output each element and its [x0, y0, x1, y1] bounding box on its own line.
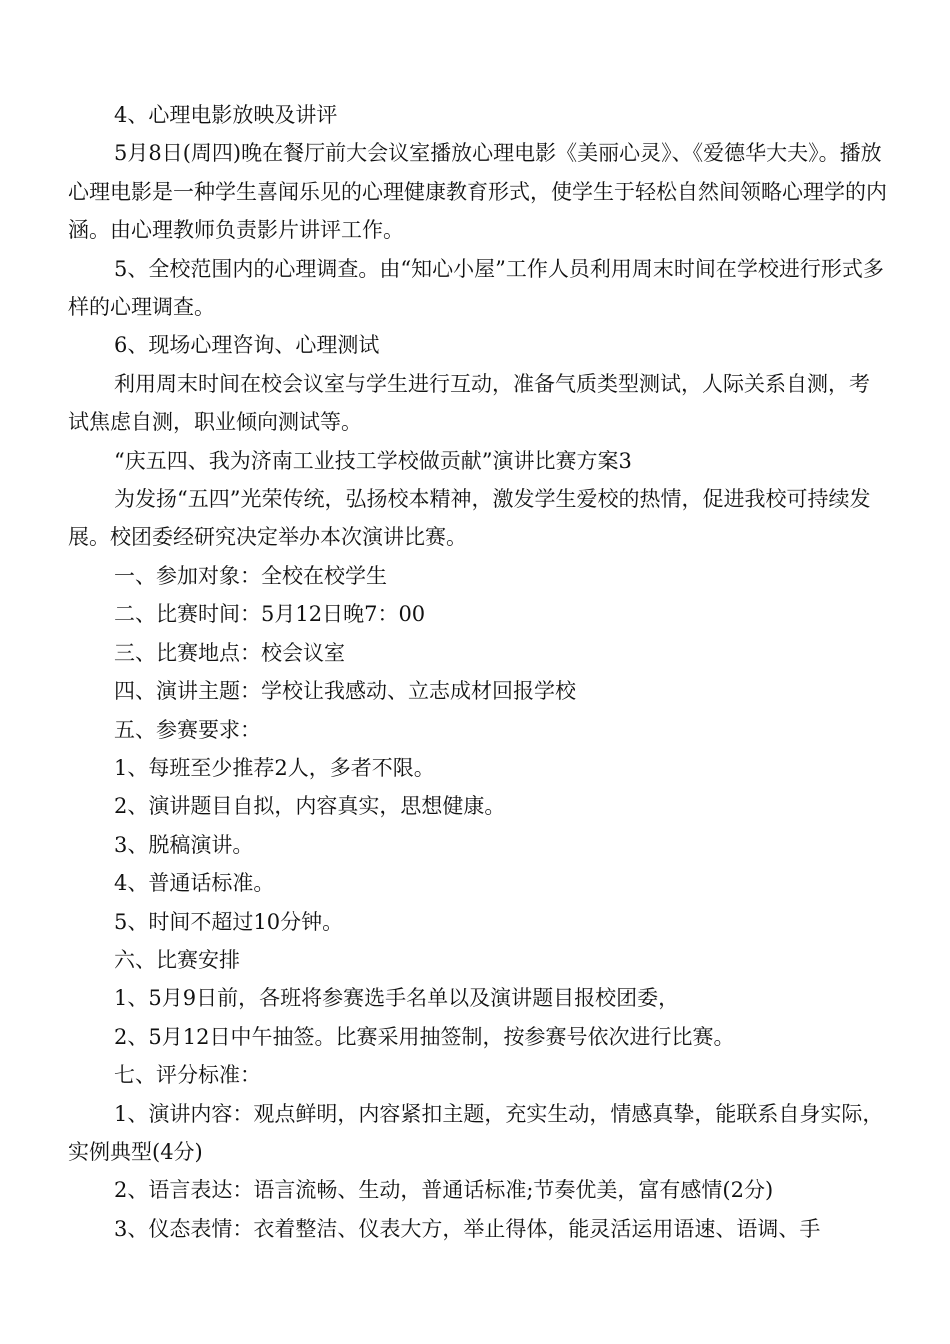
paragraph: 4、心理电影放映及讲评 — [114, 103, 338, 127]
document-body — [68, 96, 888, 1248]
paragraph: 五、参赛要求： — [114, 717, 261, 742]
paragraph: 一、参加对象：全校在校学生 — [114, 563, 387, 588]
paragraph: 6、现场心理咨询、心理测试 — [114, 333, 380, 358]
paragraph: 六、比赛安排 — [114, 947, 240, 972]
paragraph: 2、5月12日中午抽签。比赛采用抽签制，按参赛号依次进行比赛。 — [114, 1024, 735, 1049]
paragraph: 1、演讲内容：观点鲜明，内容紧扣主题，充实生动，情感真挚，能联系自身实际，实例典型(4分) — [68, 1101, 884, 1164]
paragraph: 2、演讲题目自拟，内容真实，思想健康。 — [114, 794, 506, 819]
paragraph: 5、时间不超过10分钟。 — [114, 909, 344, 934]
paragraph: 七、评分标准： — [114, 1063, 261, 1088]
paragraph: 3、仪态表情：衣着整洁、仪表大方，举止得体，能灵活运用语速、语调、手 — [114, 1216, 821, 1241]
paragraph: 5、全校范围内的心理调查。由“知心小屋”工作人员利用周末时间在学校进行形式多样的心理调查。 — [68, 256, 884, 320]
paragraph: 利用周末时间在校会议室与学生进行互动，准备气质类型测试，人际关系自测，考试焦虑自测，职业倾向测试等。 — [68, 371, 870, 435]
paragraph: 四、演讲主题：学校让我感动、立志成材回报学校 — [114, 679, 576, 704]
paragraph: 三、比赛地点：校会议室 — [114, 640, 345, 665]
paragraph: 4、普通话标准。 — [114, 871, 275, 896]
section-title: “庆五四、我为济南工业技工学校做贡献”演讲比赛方案3 — [114, 448, 632, 473]
paragraph: 1、5月9日前，各班将参赛选手名单以及演讲题目报校团委， — [114, 986, 680, 1011]
paragraph: 5月8日(周四)晚在餐厅前大会议室播放心理电影《美丽心灵》、《爱德华大夫》。播放心理电影是一种学生喜闻乐见的心理健康教育形式，使学生于轻松自然间领略心理学的内涵。由心理教师负责影片讲评工作。 — [68, 141, 887, 243]
paragraph: 二、比赛时间：5月12日晚7：00 — [114, 602, 426, 627]
paragraph: 2、语言表达：语言流畅、生动，普通话标准;节奏优美，富有感情(2分) — [114, 1178, 774, 1203]
paragraph: 3、脱稿演讲。 — [114, 832, 254, 857]
paragraph: 为发扬“五四”光荣传统，弘扬校本精神，激发学生爱校的热情，促进我校可持续发展。校团委经研究决定举办本次演讲比赛。 — [68, 487, 871, 550]
paragraph: 1、每班至少推荐2人，多者不限。 — [114, 755, 435, 780]
